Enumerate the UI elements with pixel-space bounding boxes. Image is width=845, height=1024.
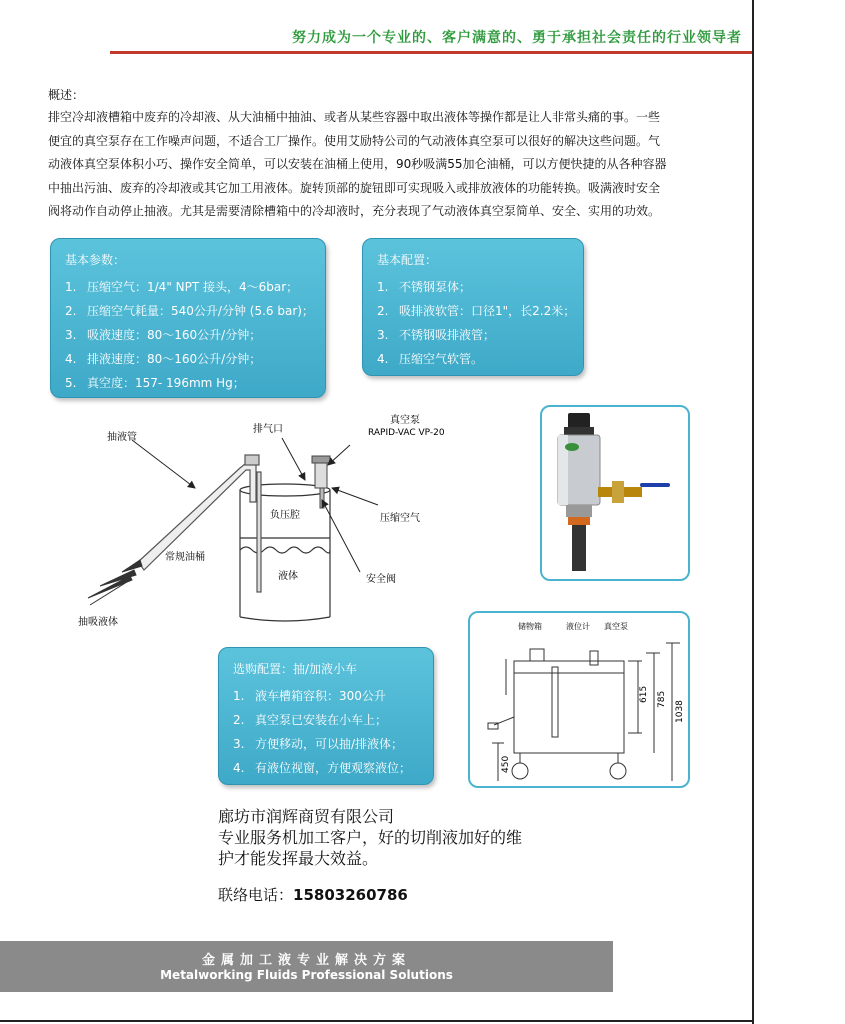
header-divider (110, 51, 752, 54)
label-vacuum-pump: 真空泵 (390, 415, 420, 426)
pump-shape (312, 456, 330, 508)
suction-pipe-shape (138, 455, 261, 592)
basic-parameters-card (50, 238, 326, 398)
drawing-label-pump: 真空泵 (604, 622, 628, 631)
list-item: 4. 排液速度：80～160公升/分钟； (65, 352, 262, 366)
label-standard-drum: 常规油桶 (165, 552, 205, 563)
label-pump-model: RAPID-VAC VP-20 (368, 428, 445, 438)
drawing-dim-785: 785 (657, 690, 667, 708)
summary-label: 概述： (48, 88, 85, 102)
company-name: 廊坊市润辉商贸有限公司 (218, 807, 395, 826)
summary-line: 便宜的真空泵存在工作噪声问题，不适合工厂操作。使用艾励特公司的气动液体真空泵可以很好的解决这些问题。气 (48, 133, 661, 148)
cart-drawing (470, 613, 688, 786)
summary-paragraph (48, 106, 700, 224)
list-item: 5. 真空度：157- 196mm Hg； (65, 376, 245, 390)
drawing-dim-1038: 1038 (675, 700, 685, 723)
list-item: 2. 压缩空气耗量：540公升/分钟 (5.6 bar)； (65, 304, 314, 318)
company-tagline: 护才能发挥最大效益。 (218, 849, 379, 868)
label-suction-pipe: 抽液管 (107, 432, 137, 443)
list-item: 4. 有液位视窗，方便观察液位； (233, 761, 412, 775)
phone-label: 联络电话： (218, 886, 294, 904)
summary-line: 阀将动作自动停止抽液。尤其是需要清除槽箱中的冷却液时，充分表现了气动液体真空泵简单、安全、实用的功效。 (48, 204, 661, 218)
drawing-label-tank: 储物箱 (518, 622, 542, 631)
list-item: 2. 吸排液软管：口径1"，长2.2米； (377, 304, 576, 318)
footer-title-cn: 金属加工液专业解决方案 (201, 953, 411, 968)
list-item: 3. 不锈钢吸排液管； (377, 328, 496, 342)
label-safety-valve: 安全阀 (366, 574, 396, 585)
summary-line: 中抽出污油、废弃的冷却液或其它加工用液体。旋转顶部的旋钮即可实现吸入或排放液体的功能转换。吸满液时安全 (48, 180, 661, 195)
pump-photo-frame (540, 405, 690, 581)
header-slogan: 努力成为一个专业的、客户满意的、勇于承担社会责任的行业领导者 (292, 30, 742, 46)
list-item: 1. 不锈钢泵体； (377, 280, 472, 294)
right-border-rule (752, 0, 754, 1024)
contact-phone (218, 884, 408, 905)
list-item: 1. 液车槽箱容积：300公升 (233, 689, 386, 703)
card-title: 基本配置： (377, 253, 438, 267)
drum-shape (240, 484, 330, 621)
list-item: 1. 压缩空气：1/4" NPT 接头，4～6bar； (65, 280, 299, 294)
pump-diagram (60, 410, 460, 635)
drawing-label-level-gauge: 液位计 (566, 622, 590, 631)
footer-banner (0, 941, 613, 992)
phone-number: 15803260786 (293, 886, 408, 904)
label-negative-chamber: 负压腔 (270, 510, 300, 521)
company-tagline: 专业服务机加工客户，好的切削液加好的维 (218, 828, 523, 847)
card-title: 基本参数： (65, 253, 126, 267)
label-suction-liquid: 抽吸液体 (78, 617, 118, 628)
bottom-border-rule (0, 1020, 754, 1022)
card-title: 选购配置：抽/加液小车 (233, 662, 358, 676)
spray-shape (88, 560, 142, 605)
footer-title-en: Metalworking Fluids Professional Solutions (160, 968, 453, 982)
list-item: 4. 压缩空气软管。 (377, 352, 484, 366)
list-item: 3. 方便移动，可以抽/排液体； (233, 737, 404, 751)
optional-cart-card (218, 647, 434, 785)
list-item: 2. 真空泵已安装在小车上； (233, 713, 388, 727)
summary-line: 排空冷却液槽箱中废弃的冷却液、从大油桶中抽油、或者从某些容器中取出液体等操作都是让人非常头痛的事。一些 (48, 110, 661, 124)
label-compressed-air: 压缩空气 (380, 513, 420, 524)
pump-photo (542, 407, 688, 579)
basic-configuration-card (362, 238, 584, 376)
cart-drawing-frame (468, 611, 690, 788)
summary-line: 动液体真空泵体积小巧、操作安全简单，可以安装在油桶上使用，90秒吸满55加仑油桶，可以方便快捷的从各种容器 (48, 157, 667, 171)
drawing-dim-450: 450 (501, 755, 511, 773)
list-item: 3. 吸液速度：80～160公升/分钟； (65, 328, 262, 342)
company-block (218, 806, 522, 869)
drawing-dim-615: 615 (639, 685, 649, 703)
label-exhaust-port: 排气口 (253, 424, 283, 435)
label-liquid: 液体 (278, 571, 298, 582)
